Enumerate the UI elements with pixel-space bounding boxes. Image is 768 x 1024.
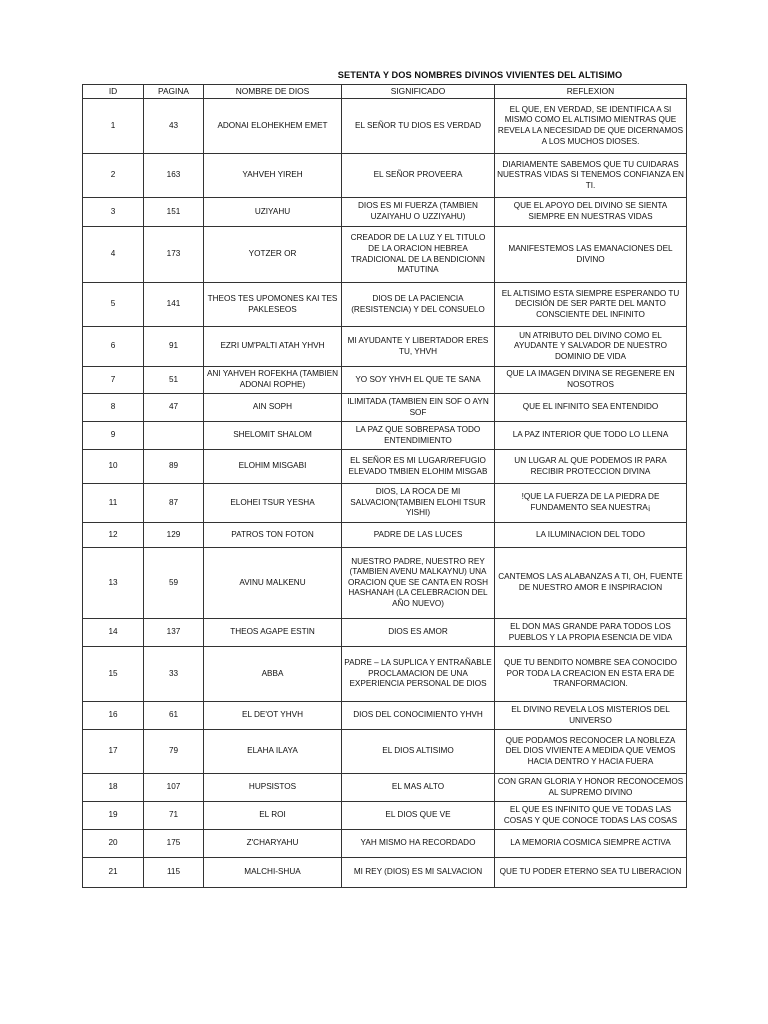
cell-reflexion: EL QUE ES INFINITO QUE VE TODAS LAS COSAS Y QUE CONOCE TODAS LAS COSAS [495, 802, 687, 830]
cell-id: 21 [83, 858, 144, 888]
cell-nombre: AVINU MALKENU [204, 548, 342, 619]
cell-reflexion: EL DIVINO REVELA LOS MISTERIOS DEL UNIVERSO [495, 702, 687, 730]
cell-id: 12 [83, 523, 144, 548]
cell-significado: EL SEÑOR TU DIOS ES VERDAD [342, 99, 495, 154]
header-reflexion: REFLEXION [495, 85, 687, 99]
cell-reflexion: EL DON MAS GRANDE PARA TODOS LOS PUEBLOS Y LA PROPIA ESENCIA DE VIDA [495, 619, 687, 647]
cell-pagina: 61 [144, 702, 204, 730]
cell-nombre: EZRI UM'PALTI ATAH YHVH [204, 327, 342, 367]
cell-reflexion: QUE EL INFINITO SEA ENTENDIDO [495, 394, 687, 422]
cell-significado: EL DIOS QUE VE [342, 802, 495, 830]
cell-significado: DIOS DEL CONOCIMIENTO YHVH [342, 702, 495, 730]
cell-nombre: EL ROI [204, 802, 342, 830]
cell-reflexion: MANIFESTEMOS LAS EMANACIONES DEL DIVINO [495, 227, 687, 283]
cell-nombre: YAHVEH YIREH [204, 154, 342, 198]
cell-significado: YO SOY YHVH EL QUE TE SANA [342, 367, 495, 394]
table-row [83, 730, 687, 774]
cell-reflexion: !QUE LA FUERZA DE LA PIEDRA DE FUNDAMENTO SEA NUESTRA¡ [495, 484, 687, 523]
cell-pagina: 173 [144, 227, 204, 283]
cell-significado: EL SEÑOR PROVEERA [342, 154, 495, 198]
table-row [83, 702, 687, 730]
cell-nombre: MALCHI-SHUA [204, 858, 342, 888]
cell-reflexion: DIARIAMENTE SABEMOS QUE TU CUIDARAS NUESTRAS VIDAS SI TENEMOS CONFIANZA EN TI. [495, 154, 687, 198]
cell-pagina: 47 [144, 394, 204, 422]
table-row [83, 858, 687, 888]
cell-significado: DIOS ES MI FUERZA (TAMBIEN UZAIYAHU O UZZIYAHU) [342, 198, 495, 227]
cell-pagina: 137 [144, 619, 204, 647]
cell-id: 17 [83, 730, 144, 774]
cell-significado: ILIMITADA (TAMBIEN EIN SOF O AYN SOF [342, 394, 495, 422]
cell-pagina: 43 [144, 99, 204, 154]
cell-nombre: UZIYAHU [204, 198, 342, 227]
cell-reflexion: UN LUGAR AL QUE PODEMOS IR PARA RECIBIR PROTECCION DIVINA [495, 450, 687, 484]
table-row [83, 548, 687, 619]
cell-significado: DIOS ES AMOR [342, 619, 495, 647]
cell-reflexion: QUE PODAMOS RECONOCER LA NOBLEZA DEL DIOS VIVIENTE A MEDIDA QUE VEMOS HACIA DENTRO Y HACIA FUERA [495, 730, 687, 774]
cell-nombre: YOTZER OR [204, 227, 342, 283]
document-title: SETENTA Y DOS NOMBRES DIVINOS VIVIENTES DEL ALTISIMO [337, 70, 623, 80]
cell-nombre: ELOHEI TSUR YESHA [204, 484, 342, 523]
cell-significado: EL MAS ALTO [342, 774, 495, 802]
header-significado: SIGNIFICADO [342, 85, 495, 99]
cell-id: 9 [83, 422, 144, 450]
table-row [83, 283, 687, 327]
cell-significado: YAH MISMO HA RECORDADO [342, 830, 495, 858]
cell-pagina: 89 [144, 450, 204, 484]
cell-nombre: THEOS AGAPE ESTIN [204, 619, 342, 647]
cell-nombre: PATROS TON FOTON [204, 523, 342, 548]
header-pagina: PAGINA [144, 85, 204, 99]
cell-nombre: THEOS TES UPOMONES KAI TES PAKLESEOS [204, 283, 342, 327]
cell-reflexion: EL QUE, EN VERDAD, SE IDENTIFICA A SI MISMO COMO EL ALTISIMO MIENTRAS QUE REVELA LA NECESIDAD DE QUE DICERNAMOS A LOS MUCHOS DIOSES. [495, 99, 687, 154]
cell-id: 20 [83, 830, 144, 858]
cell-id: 13 [83, 548, 144, 619]
cell-reflexion: UN ATRIBUTO DEL DIVINO COMO EL AYUDANTE Y SALVADOR DE NUESTRO DOMINIO DE VIDA [495, 327, 687, 367]
cell-reflexion: QUE TU PODER ETERNO SEA TU LIBERACION [495, 858, 687, 888]
cell-reflexion: QUE EL APOYO DEL DIVINO SE SIENTA SIEMPRE EN NUESTRAS VIDAS [495, 198, 687, 227]
table-row [83, 647, 687, 702]
table-row [83, 484, 687, 523]
cell-id: 14 [83, 619, 144, 647]
cell-nombre: HUPSISTOS [204, 774, 342, 802]
cell-id: 6 [83, 327, 144, 367]
cell-pagina: 33 [144, 647, 204, 702]
table-row [83, 327, 687, 367]
cell-reflexion: CON GRAN GLORIA Y HONOR RECONOCEMOS AL SUPREMO DIVINO [495, 774, 687, 802]
cell-reflexion: LA PAZ INTERIOR QUE TODO LO LLENA [495, 422, 687, 450]
header-id: ID [83, 85, 144, 99]
table-row [83, 367, 687, 394]
cell-significado: EL DIOS ALTISIMO [342, 730, 495, 774]
cell-id: 5 [83, 283, 144, 327]
cell-nombre: ANI YAHVEH ROFEKHA (TAMBIEN ADONAI ROPHE) [204, 367, 342, 394]
cell-nombre: Z'CHARYAHU [204, 830, 342, 858]
cell-significado: PADRE – LA SUPLICA Y ENTRAÑABLE PROCLAMACION DE UNA EXPERIENCIA PERSONAL DE DIOS [342, 647, 495, 702]
cell-significado: PADRE DE LAS LUCES [342, 523, 495, 548]
names-table [82, 84, 687, 888]
cell-reflexion: EL ALTISIMO ESTA SIEMPRE ESPERANDO TU DECISIÓN DE SER PARTE DEL MANTO CONSCIENTE DEL INFINITO [495, 283, 687, 327]
cell-significado: LA PAZ QUE SOBREPASA TODO ENTENDIMIENTO [342, 422, 495, 450]
cell-significado: DIOS DE LA PACIENCIA (RESISTENCIA) Y DEL CONSUELO [342, 283, 495, 327]
cell-pagina: 91 [144, 327, 204, 367]
cell-pagina: 141 [144, 283, 204, 327]
table-row [83, 830, 687, 858]
cell-significado: CREADOR DE LA LUZ Y EL TITULO DE LA ORACION HEBREA TRADICIONAL DE LA BENDICIONN MATUTINA [342, 227, 495, 283]
table-row [83, 802, 687, 830]
cell-pagina: 71 [144, 802, 204, 830]
table-row [83, 154, 687, 198]
cell-id: 19 [83, 802, 144, 830]
cell-reflexion: QUE TU BENDITO NOMBRE SEA CONOCIDO POR TODA LA CREACION EN ESTA ERA DE TRANFORMACION. [495, 647, 687, 702]
cell-significado: EL SEÑOR ES MI LUGAR/REFUGIO ELEVADO TMBIEN ELOHIM MISGAB [342, 450, 495, 484]
cell-id: 3 [83, 198, 144, 227]
cell-significado: MI AYUDANTE Y LIBERTADOR ERES TU, YHVH [342, 327, 495, 367]
cell-id: 11 [83, 484, 144, 523]
cell-nombre: EL DE'OT YHVH [204, 702, 342, 730]
table-row [83, 450, 687, 484]
cell-pagina: 79 [144, 730, 204, 774]
table-row [83, 619, 687, 647]
cell-pagina: 163 [144, 154, 204, 198]
table-row [83, 198, 687, 227]
cell-id: 4 [83, 227, 144, 283]
cell-pagina: 151 [144, 198, 204, 227]
cell-nombre: ABBA [204, 647, 342, 702]
cell-pagina [144, 422, 204, 450]
cell-nombre: SHELOMIT SHALOM [204, 422, 342, 450]
cell-significado: NUESTRO PADRE, NUESTRO REY (TAMBIEN AVENU MALKAYNU) UNA ORACION QUE SE CANTA EN ROSH HASHANAH (LA CELEBRACION DEL AÑO NUEVO) [342, 548, 495, 619]
cell-reflexion: QUE LA IMAGEN DIVINA SE REGENERE EN NOSOTROS [495, 367, 687, 394]
cell-nombre: ELOHIM MISGABI [204, 450, 342, 484]
table-row [83, 227, 687, 283]
cell-reflexion: CANTEMOS LAS ALABANZAS A TI, OH, FUENTE DE NUESTRO AMOR E INSPIRACION [495, 548, 687, 619]
cell-pagina: 107 [144, 774, 204, 802]
cell-pagina: 175 [144, 830, 204, 858]
cell-pagina: 51 [144, 367, 204, 394]
cell-nombre: ADONAI ELOHEKHEM EMET [204, 99, 342, 154]
table-row [83, 422, 687, 450]
table-row [83, 99, 687, 154]
cell-id: 2 [83, 154, 144, 198]
cell-pagina: 59 [144, 548, 204, 619]
cell-id: 7 [83, 367, 144, 394]
cell-reflexion: LA ILUMINACION DEL TODO [495, 523, 687, 548]
cell-id: 8 [83, 394, 144, 422]
table-row [83, 394, 687, 422]
table-row [83, 774, 687, 802]
cell-id: 15 [83, 647, 144, 702]
cell-pagina: 87 [144, 484, 204, 523]
cell-pagina: 115 [144, 858, 204, 888]
cell-pagina: 129 [144, 523, 204, 548]
cell-id: 10 [83, 450, 144, 484]
cell-id: 16 [83, 702, 144, 730]
cell-reflexion: LA MEMORIA COSMICA SIEMPRE ACTIVA [495, 830, 687, 858]
cell-significado: DIOS, LA ROCA DE MI SALVACION(TAMBIEN ELOHI TSUR YISHI) [342, 484, 495, 523]
header-nombre: NOMBRE DE DIOS [204, 85, 342, 99]
cell-nombre: AIN SOPH [204, 394, 342, 422]
cell-significado: MI REY (DIOS) ES MI SALVACION [342, 858, 495, 888]
cell-nombre: ELAHA ILAYA [204, 730, 342, 774]
cell-id: 18 [83, 774, 144, 802]
table-header-row [83, 85, 687, 99]
cell-id: 1 [83, 99, 144, 154]
table-row [83, 523, 687, 548]
